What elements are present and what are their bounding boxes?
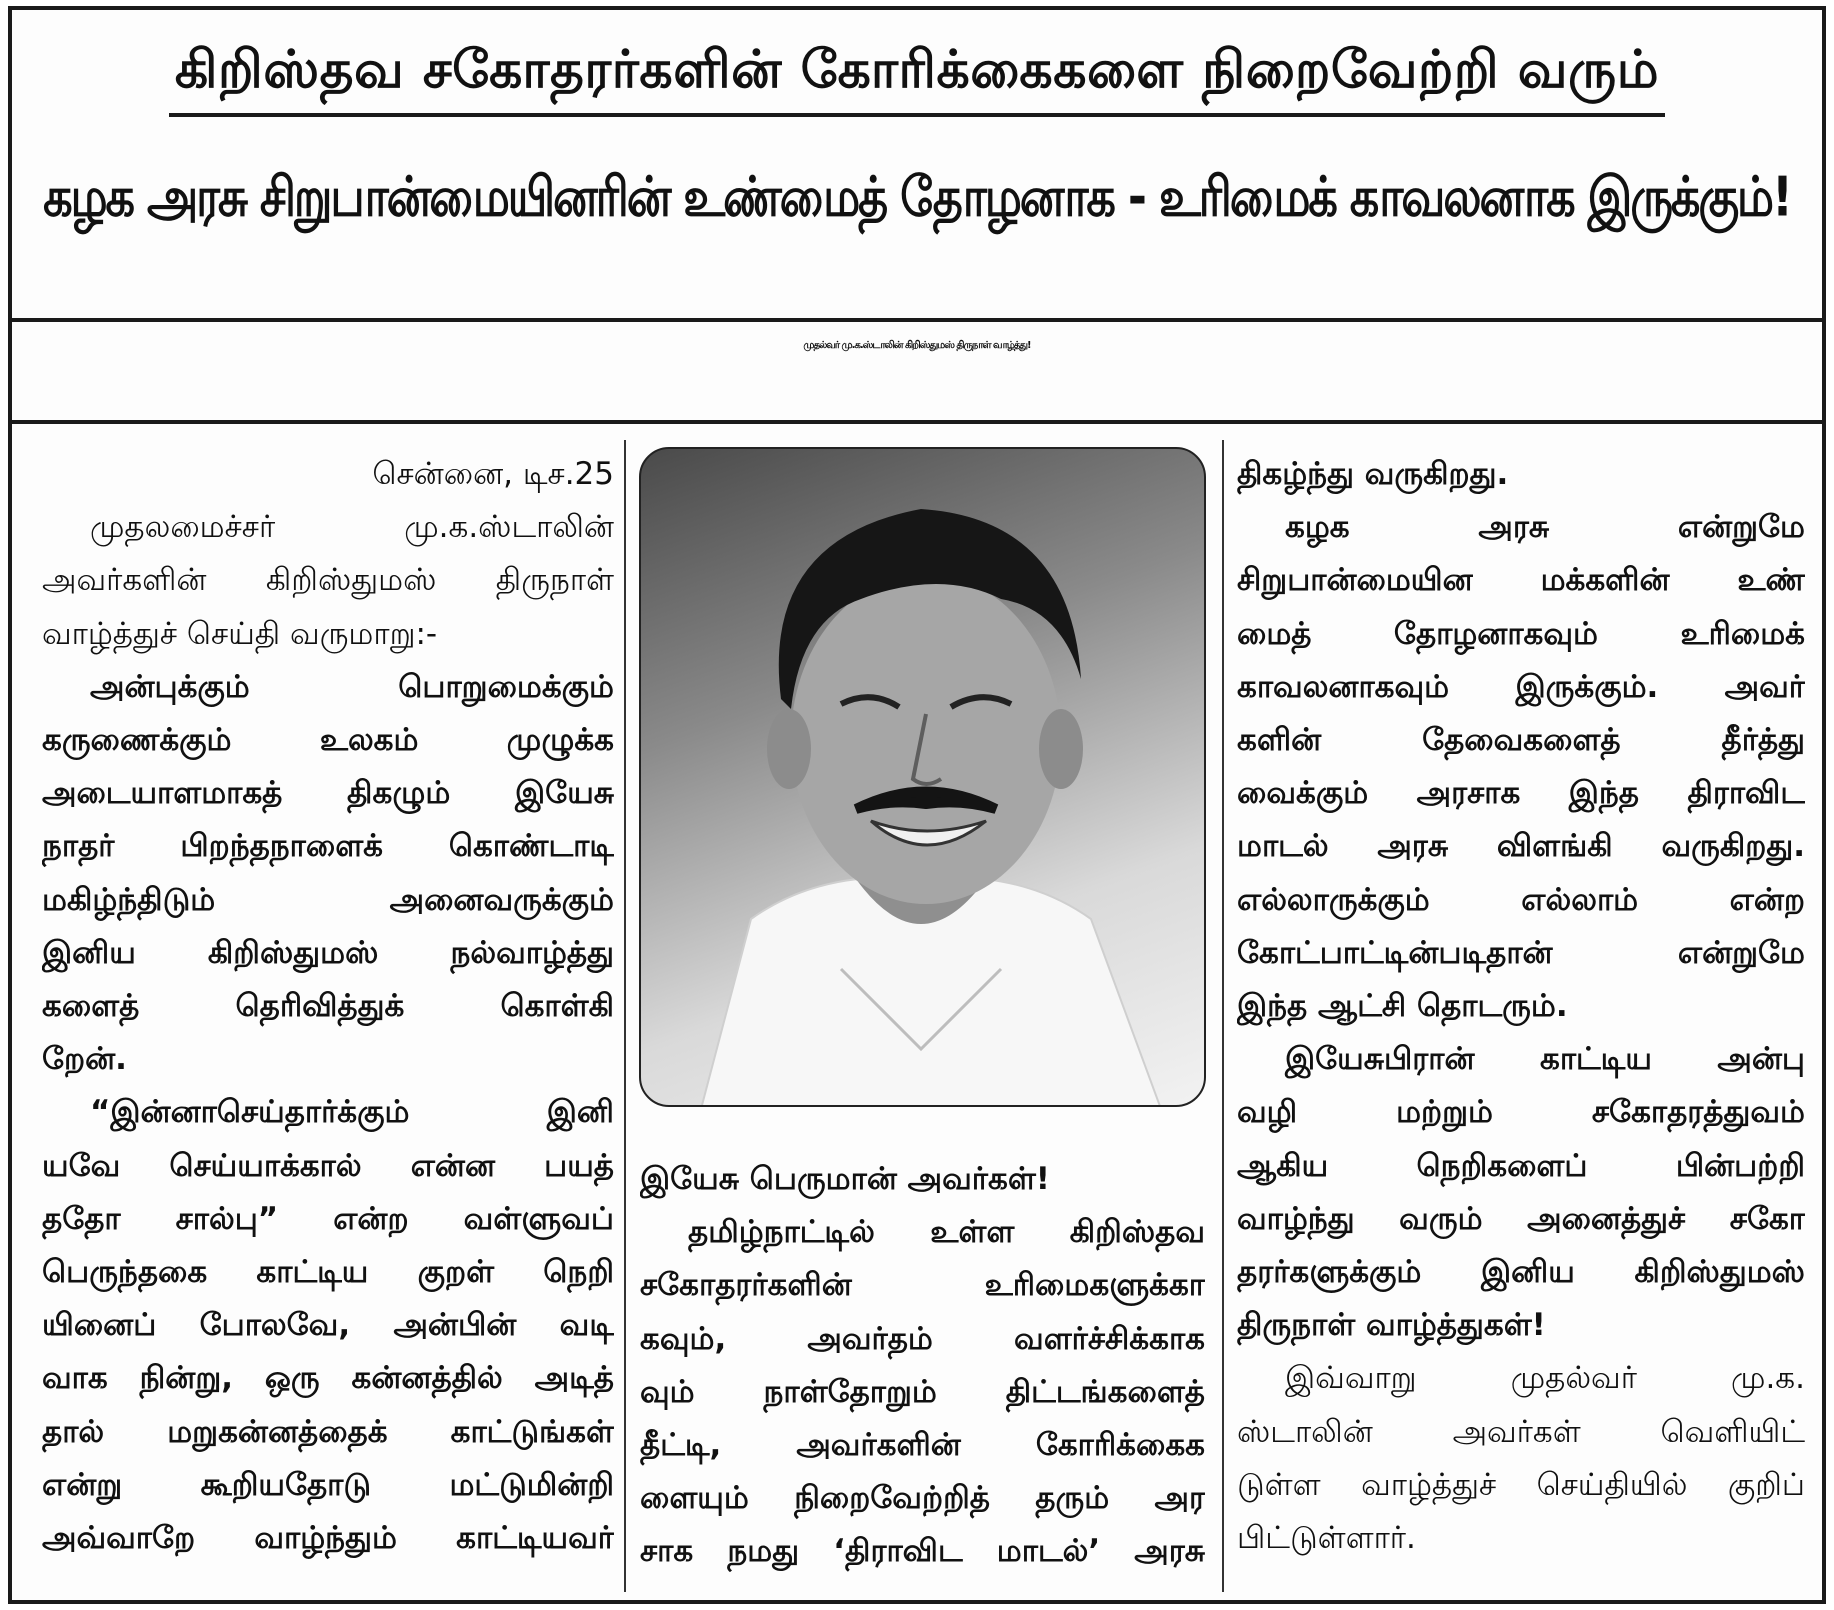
text-line: மைத் தோழனாகவும் உரிமைக் — [1237, 615, 1805, 652]
text-line: இனிய கிறிஸ்துமஸ் நல்வாழ்த்து — [42, 934, 614, 971]
main-headline: கழக அரசு சிறுபான்மையினரின் உண்மைத் தோழனாக - உரிமைக் காவலனாக இருக்கும்! — [43, 165, 1791, 229]
text-line: சகோதரர்களின் உரிமைகளுக்கா — [640, 1267, 1205, 1304]
text-line: வழி மற்றும் சகோதரத்துவம் — [1237, 1094, 1805, 1131]
text-line: வைக்கும் அரசாக இந்த திராவிட — [1237, 775, 1805, 812]
text-line: முதலமைச்சர் மு.க.ஸ்டாலின் — [90, 509, 614, 546]
newspaper-clipping — [8, 6, 1826, 1604]
text-line: வாக நின்று, ஒரு கன்னத்தில் அடித் — [42, 1360, 614, 1397]
text-line: பிட்டுள்ளார். — [1237, 1520, 1416, 1557]
text-line: எல்லாருக்கும் எல்லாம் என்ற — [1237, 881, 1805, 918]
text-line: ததோ சால்பு” என்ற வள்ளுவப் — [42, 1200, 614, 1237]
text-line: இவ்வாறு முதல்வர் மு.க. — [1285, 1360, 1805, 1397]
text-line: கவும், அவர்தம் வளர்ச்சிக்காக — [640, 1320, 1205, 1357]
article-column-3 — [1237, 448, 1805, 1565]
text-line: களின் தேவைகளைத் தீர்த்து — [1237, 722, 1805, 759]
portrait-illustration — [641, 449, 1206, 1107]
text-line: தமிழ்நாட்டில் உள்ள கிறிஸ்தவ — [688, 1214, 1205, 1251]
text-line: இந்த ஆட்சி தொடரும். — [1237, 988, 1568, 1025]
text-line: கருணைக்கும் உலகம் முழுக்க — [42, 722, 614, 759]
text-line: தரர்களுக்கும் இனிய கிறிஸ்துமஸ் — [1237, 1254, 1805, 1291]
text-line: இயேசுபிரான் காட்டிய அன்பு — [1285, 1041, 1805, 1078]
text-line: களைத் தெரிவித்துக் கொள்கி — [42, 988, 614, 1025]
column-rule — [1222, 440, 1224, 1592]
text-line: மாடல் அரசு விளங்கி வருகிறது. — [1237, 828, 1805, 865]
text-line: தீட்டி, அவர்களின் கோரிக்கைக — [640, 1427, 1205, 1464]
article-column-2 — [640, 1153, 1205, 1579]
text-line: அன்புக்கும் பொறுமைக்கும் — [90, 668, 614, 705]
text-line: அடையாளமாகத் திகழும் இயேசு — [42, 775, 614, 812]
text-line: சாக நமது ‘திராவிட மாடல்’ அரசு — [640, 1533, 1205, 1570]
sub-headline: முதல்வர் மு.க.ஸ்டாலின் கிறிஸ்துமஸ் திருநாள் வாழ்த்து! — [803, 340, 1031, 351]
text-line: சிறுபான்மையின மக்களின் உண் — [1237, 562, 1805, 599]
text-line: அவ்வாறே வாழ்ந்தும் காட்டியவர் — [42, 1520, 614, 1557]
text-line: தால் மறுகன்னத்தைக் காட்டுங்கள் — [42, 1413, 614, 1450]
text-line: இயேசு பெருமான் அவர்கள்! — [640, 1161, 1050, 1197]
text-line: டுள்ள வாழ்த்துச் செய்தியில் குறிப் — [1237, 1466, 1805, 1503]
kicker-headline: கிறிஸ்தவ சகோதரர்களின் கோரிக்கைகளை நிறைவேற்றி வரும் — [169, 40, 1665, 117]
text-line: யவே செய்யாக்கால் என்ன பயத் — [42, 1147, 614, 1184]
portrait-photo — [639, 447, 1206, 1107]
divider-rule — [12, 318, 1822, 322]
dateline: சென்னை, டிச.25 — [372, 456, 614, 492]
text-line: மகிழ்ந்திடும் அனைவருக்கும் — [42, 881, 614, 918]
text-line: அவர்களின் கிறிஸ்துமஸ் திருநாள் — [42, 562, 614, 599]
text-line: ஆகிய நெறிகளைப் பின்பற்றி — [1237, 1147, 1805, 1184]
text-line: “இன்னாசெய்தார்க்கும் இனி — [90, 1094, 614, 1131]
text-line: காவலனாகவும் இருக்கும். அவர் — [1237, 668, 1805, 705]
text-line: வாழ்ந்து வரும் அனைத்துச் சகோ — [1237, 1200, 1805, 1237]
text-line: ஸ்டாலின் அவர்கள் வெளியிட் — [1237, 1413, 1805, 1450]
text-line: கழக அரசு என்றுமே — [1285, 509, 1805, 546]
text-line: வாழ்த்துச் செய்தி வருமாறு:- — [42, 615, 438, 652]
article-column-1 — [42, 448, 614, 1565]
kicker-wrap — [12, 40, 1822, 117]
text-line: நாதர் பிறந்தநாளைக் கொண்டாடி — [42, 828, 614, 865]
text-line: என்று கூறியதோடு மட்டுமின்றி — [42, 1466, 614, 1503]
text-line: யினைப் போலவே, அன்பின் வடி — [42, 1307, 614, 1344]
text-line: ளையும் நிறைவேற்றித் தரும் அர — [640, 1480, 1205, 1517]
divider-rule — [12, 420, 1822, 424]
text-line: றேன். — [42, 1041, 127, 1078]
text-line: திருநாள் வாழ்த்துகள்! — [1237, 1307, 1546, 1344]
text-line: வும் நாள்தோறும் திட்டங்களைத் — [640, 1373, 1205, 1410]
text-line: பெருந்தகை காட்டிய குறள் நெறி — [42, 1254, 614, 1291]
column-rule — [624, 440, 626, 1592]
text-line: கோட்பாட்டின்படிதான் என்றுமே — [1237, 934, 1805, 971]
text-line: திகழ்ந்து வருகிறது. — [1237, 456, 1509, 492]
